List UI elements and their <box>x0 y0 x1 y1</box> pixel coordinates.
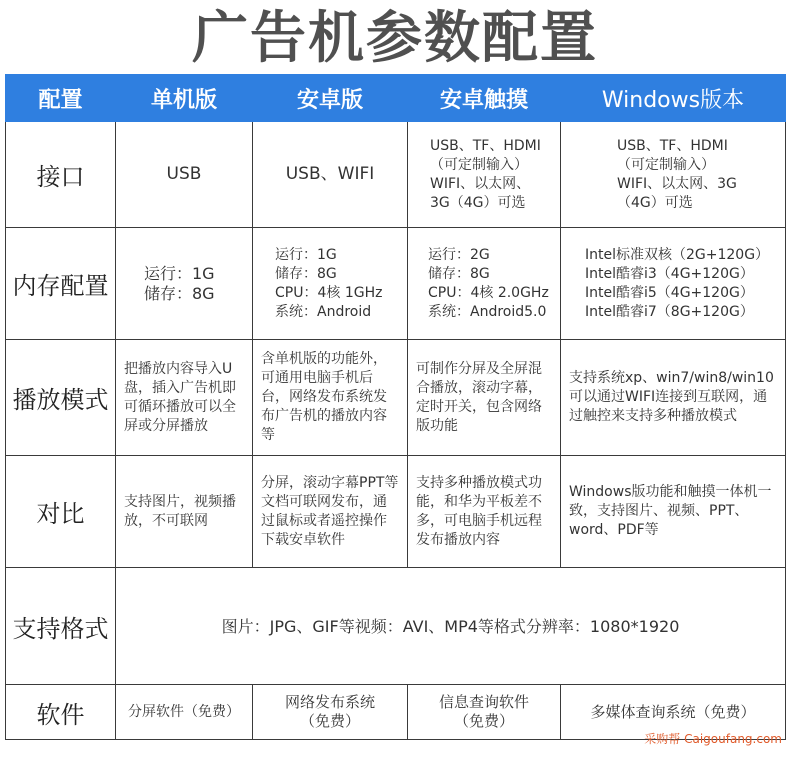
software-windows: 多媒体查询系统（免费） <box>561 685 786 740</box>
header-standalone: 单机版 <box>116 75 253 122</box>
playback-android: 含单机版的功能外，可通用电脑手机后台，网络发布系统发布广告机的播放内容等 <box>253 340 408 456</box>
row-compare <box>6 456 786 568</box>
row-formats <box>6 568 786 685</box>
interface-android: USB、WIFI <box>253 122 408 228</box>
row-label-playback: 播放模式 <box>6 340 116 456</box>
header-android: 安卓版 <box>253 75 408 122</box>
row-label-software: 软件 <box>6 685 116 740</box>
software-touch: 信息查询软件 （免费） <box>408 685 561 740</box>
memory-windows: Intel标准双核（2G+120G） Intel酷睿i3（4G+120G） Intel酷睿i5（4G+120G） Intel酷睿i7（8G+120G） <box>561 228 786 340</box>
row-playback <box>6 340 786 456</box>
row-label-memory: 内存配置 <box>6 228 116 340</box>
row-interface <box>6 122 786 228</box>
row-label-interface: 接口 <box>6 122 116 228</box>
compare-android: 分屏，滚动字幕PPT等文档可联网发布，通过鼠标或者遥控操作下载安卓软件 <box>253 456 408 568</box>
memory-touch: 运行：2G 储存：8G CPU：4核 2.0GHz 系统：Android5.0 <box>408 228 561 340</box>
compare-windows: Windows版功能和触摸一体机一致，支持图片、视频、PPT、word、PDF等 <box>561 456 786 568</box>
watermark: 采购帮 Caigoufang.com <box>644 732 782 746</box>
playback-windows: 支持系统xp、win7/win8/win10可以通过WIFI连接到互联网，通过触控来支持多种播放模式 <box>561 340 786 456</box>
page-title: 广告机参数配置 <box>192 6 598 71</box>
header-row <box>6 75 786 122</box>
playback-standalone: 把播放内容导入U盘，插入广告机即可循环播放可以全屏或分屏播放 <box>116 340 253 456</box>
row-label-compare: 对比 <box>6 456 116 568</box>
formats-text: 图片：JPG、GIF等视频：AVI、MP4等格式分辨率：1080*1920 <box>116 568 786 685</box>
interface-standalone: USB <box>116 122 253 228</box>
memory-android: 运行：1G 储存：8G CPU：4核 1GHz 系统：Android <box>253 228 408 340</box>
compare-standalone: 支持图片，视频播放，不可联网 <box>116 456 253 568</box>
software-android: 网络发布系统 （免费） <box>253 685 408 740</box>
software-standalone: 分屏软件（免费） <box>116 685 253 740</box>
row-memory <box>6 228 786 340</box>
header-windows: Windows版本 <box>561 75 786 122</box>
header-config: 配置 <box>6 75 116 122</box>
memory-standalone: 运行：1G 储存：8G <box>116 228 253 340</box>
playback-touch: 可制作分屏及全屏混合播放，滚动字幕，定时开关，包含网络版功能 <box>408 340 561 456</box>
header-android-touch: 安卓触摸 <box>408 75 561 122</box>
compare-touch: 支持多种播放模式功能，和华为平板差不多，可电脑手机远程发布播放内容 <box>408 456 561 568</box>
row-label-formats: 支持格式 <box>6 568 116 685</box>
spec-table <box>5 74 786 740</box>
interface-windows: USB、TF、HDMI （可定制输入） WIFI、以太网、3G （4G）可选 <box>561 122 786 228</box>
interface-touch: USB、TF、HDMI （可定制输入） WIFI、以太网、 3G（4G）可选 <box>408 122 561 228</box>
